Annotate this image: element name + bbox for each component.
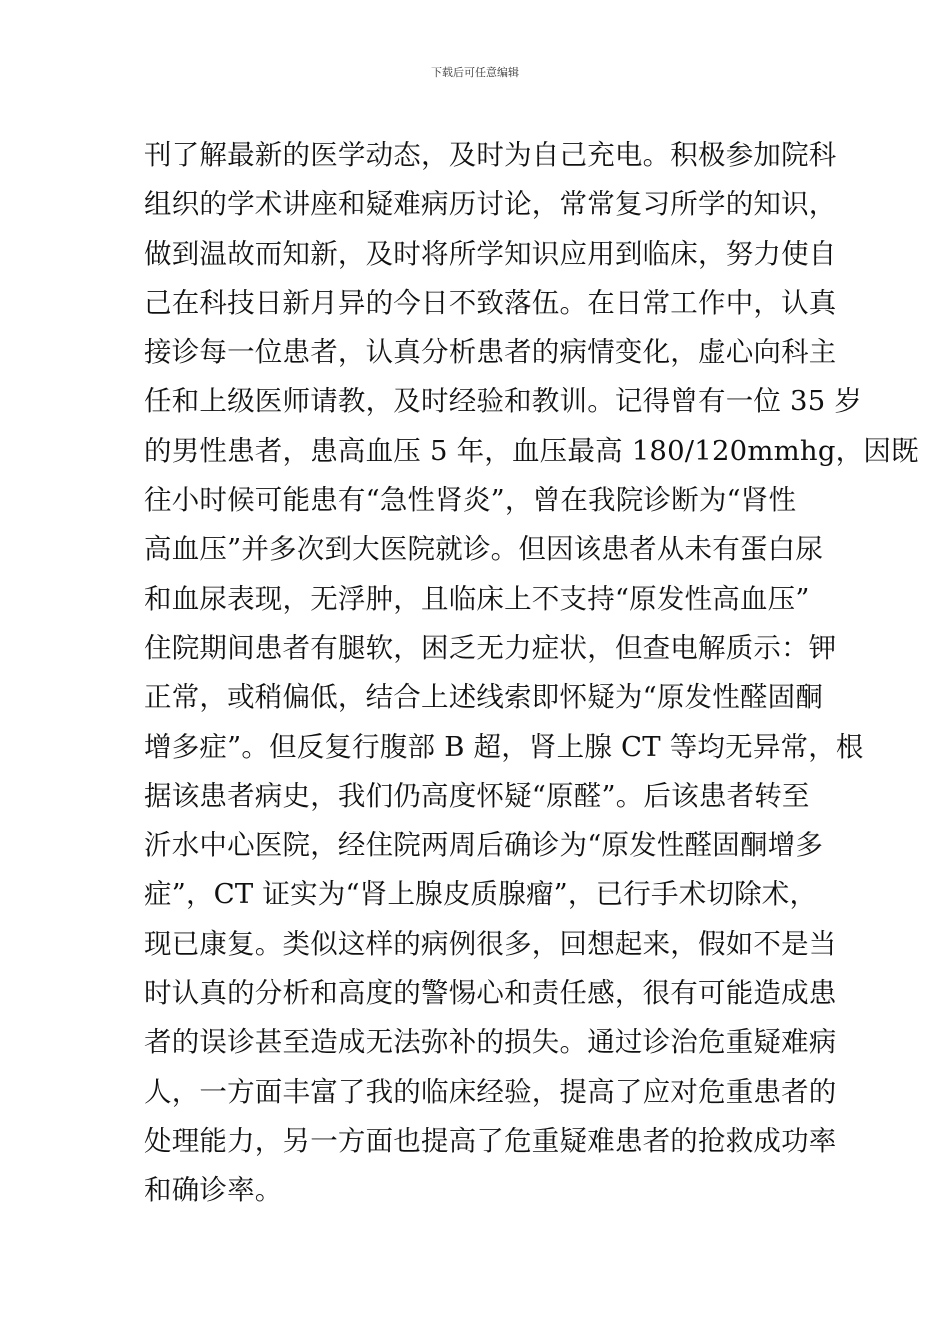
paragraph-line: 高血压”并多次到大医院就诊。但因该患者从未有蛋白尿 bbox=[144, 533, 824, 566]
paragraph-line: 者的误诊甚至造成无法弥补的损失。通过诊治危重疑难病 bbox=[144, 1026, 837, 1059]
paragraph-line: 增多症”。但反复行腹部 B 超，肾上腺 CT 等均无异常，根 bbox=[144, 730, 864, 763]
paragraph-line: 时认真的分析和高度的警惕心和责任感，很有可能造成患 bbox=[144, 977, 837, 1010]
paragraph-line: 任和上级医师请教，及时经验和教训。记得曾有一位 35 岁 bbox=[144, 385, 863, 418]
paragraph-line: 沂水中心医院，经住院两周后确诊为“原发性醛固酮增多 bbox=[144, 829, 824, 862]
paragraph-line: 现已康复。类似这样的病例很多，回想起来，假如不是当 bbox=[144, 927, 837, 960]
paragraph-line: 己在科技日新月异的今日不致落伍。在日常工作中，认真 bbox=[144, 286, 837, 319]
paragraph-line: 做到温故而知新，及时将所学知识应用到临床，努力使自 bbox=[144, 237, 837, 270]
paragraph-line: 人，一方面丰富了我的临床经验，提高了应对危重患者的 bbox=[144, 1075, 837, 1108]
paragraph-line: 和血尿表现，无浮肿，且临床上不支持“原发性高血压” bbox=[144, 582, 810, 615]
paragraph-line: 接诊每一位患者，认真分析患者的病情变化，虚心向科主 bbox=[144, 336, 837, 369]
document-paragraph bbox=[144, 131, 919, 1216]
paragraph-line: 症”，CT 证实为“肾上腺皮质腺瘤”，已行手术切除术， bbox=[144, 878, 818, 911]
paragraph-line: 的男性患者，患高血压 5 年，血压最高 180/120mmhg，因既 bbox=[144, 434, 919, 467]
paragraph-line: 刊了解最新的医学动态，及时为自己充电。积极参加院科 bbox=[144, 139, 837, 171]
paragraph-line: 据该患者病史，我们仍高度怀疑“原醛”。后该患者转至 bbox=[144, 779, 810, 812]
paragraph-line: 处理能力，另一方面也提高了危重疑难患者的抢救成功率 bbox=[144, 1124, 837, 1157]
paragraph-line: 住院期间患者有腿软，困乏无力症状，但查电解质示：钾 bbox=[144, 631, 837, 664]
paragraph-line: 组织的学术讲座和疑难病历讨论，常常复习所学的知识， bbox=[144, 188, 837, 221]
paragraph-line: 和确诊率。 bbox=[144, 1174, 283, 1207]
paragraph-line: 往小时候可能患有“急性肾炎”，曾在我院诊断为“肾性 bbox=[144, 484, 797, 517]
paragraph-line: 正常，或稍偏低，结合上述线索即怀疑为“原发性醛固酮 bbox=[144, 681, 824, 714]
page-header: 下载后可任意编辑 bbox=[431, 66, 519, 79]
